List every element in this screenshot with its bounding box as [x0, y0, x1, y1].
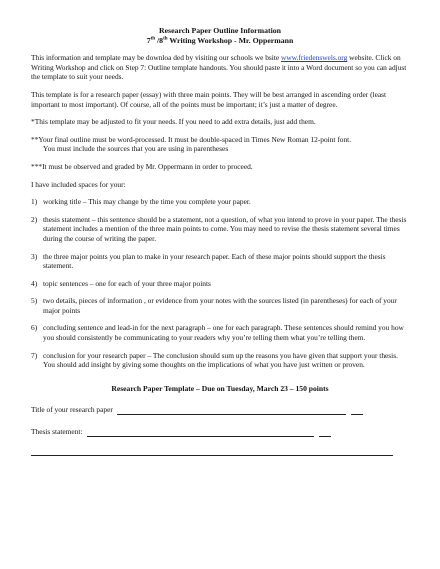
note-word-processed: **Your final outline must be word-processed. It must be double-spaced in Times New Roman 12-point font.	[31, 134, 352, 144]
item-number: 1)	[31, 197, 38, 207]
item-number: 6)	[31, 323, 38, 333]
title-line-2: 7th /8th Writing Workshop - Mr. Oppermann	[146, 35, 294, 45]
school-website-link[interactable]: www.friedenswels.org	[281, 53, 348, 63]
document-title	[31, 26, 409, 45]
template-section-title: Research Paper Template – Due on Tuesday, March 23 – 150 points	[111, 383, 329, 393]
list-item	[31, 323, 409, 342]
template-paragraph: This template is for a research paper (essay) with three main points. They will be best arranged in ascending order (least important to most important). Of course, all of the points must be important; it’s just a matter of degree.	[31, 89, 387, 109]
note-sources: You must include the sources that you are using in parentheses	[43, 144, 229, 154]
list-item	[31, 279, 409, 289]
thesis-field-line[interactable]	[87, 429, 314, 437]
thesis-field-label: Thesis statement:	[31, 427, 83, 437]
item-number: 5)	[31, 296, 38, 306]
thesis-field-line-extra[interactable]	[319, 429, 331, 437]
title-field-line[interactable]	[117, 407, 346, 415]
item-text: topic sentences – one for each of your three major points	[43, 278, 211, 288]
title-field-row	[31, 405, 409, 415]
item-text: thesis statement – this sentence should be a statement, not a question, of what you intend to prove in your paper. The thesis statement includes a mention of the three main points to come. You may need to revise the thesis statement several times during the course of writing the paper.	[43, 214, 407, 243]
title-field-label: Title of your research paper	[31, 405, 113, 415]
thesis-field-row	[31, 427, 409, 437]
thesis-continuation-line[interactable]	[31, 448, 393, 456]
list-item	[31, 197, 409, 207]
list-item	[31, 252, 409, 271]
list-item	[31, 215, 409, 244]
note-adjust-template: *This template may be adjusted to fit your needs. If you need to add extra details, just add them.	[31, 117, 316, 127]
item-number: 2)	[31, 214, 38, 224]
item-text: working title – This may change by the time you complete your paper.	[43, 197, 251, 207]
note-observed-graded: ***It must be observed and graded by Mr. Oppermann in order to proceed.	[31, 161, 253, 171]
list-item	[31, 296, 409, 315]
intro-paragraph: This information and template may be downloa ded by visiting our schools we bsite www.friedenswels.org website. Click on Writing Workshop and click on Step 7: Outline template handouts. You should paste it into a Word document so you can adjust the template to suit your needs.	[31, 53, 407, 82]
item-text: concluding sentence and lead-in for the next paragraph – one for each paragraph. These sentences should remind you how you should consistently be communicating to your readers why you’re telling them what you’re telling them.	[43, 323, 404, 343]
item-number: 4)	[31, 278, 38, 288]
item-number: 3)	[31, 251, 38, 261]
list-item	[31, 351, 409, 370]
title-line-1: Research Paper Outline Information	[158, 26, 282, 35]
spaces-intro: I have included spaces for your:	[31, 179, 126, 189]
document-content	[31, 26, 409, 456]
item-text: two details, pieces of information , or evidence from your notes with the sources listed (in parentheses) for each of your major points	[43, 296, 397, 315]
item-text: the three major points you plan to make in your research paper. Each of these major points should support the thesis statement.	[43, 251, 386, 271]
item-number: 7)	[31, 350, 38, 360]
items-list	[31, 197, 409, 370]
item-text: conclusion for your research paper – The conclusion should sum up the reasons you have given that support your thesis. You should add insight by giving some thoughts on the implications of what you have just written or proven.	[43, 350, 398, 370]
title-field-line-extra[interactable]	[351, 407, 363, 415]
